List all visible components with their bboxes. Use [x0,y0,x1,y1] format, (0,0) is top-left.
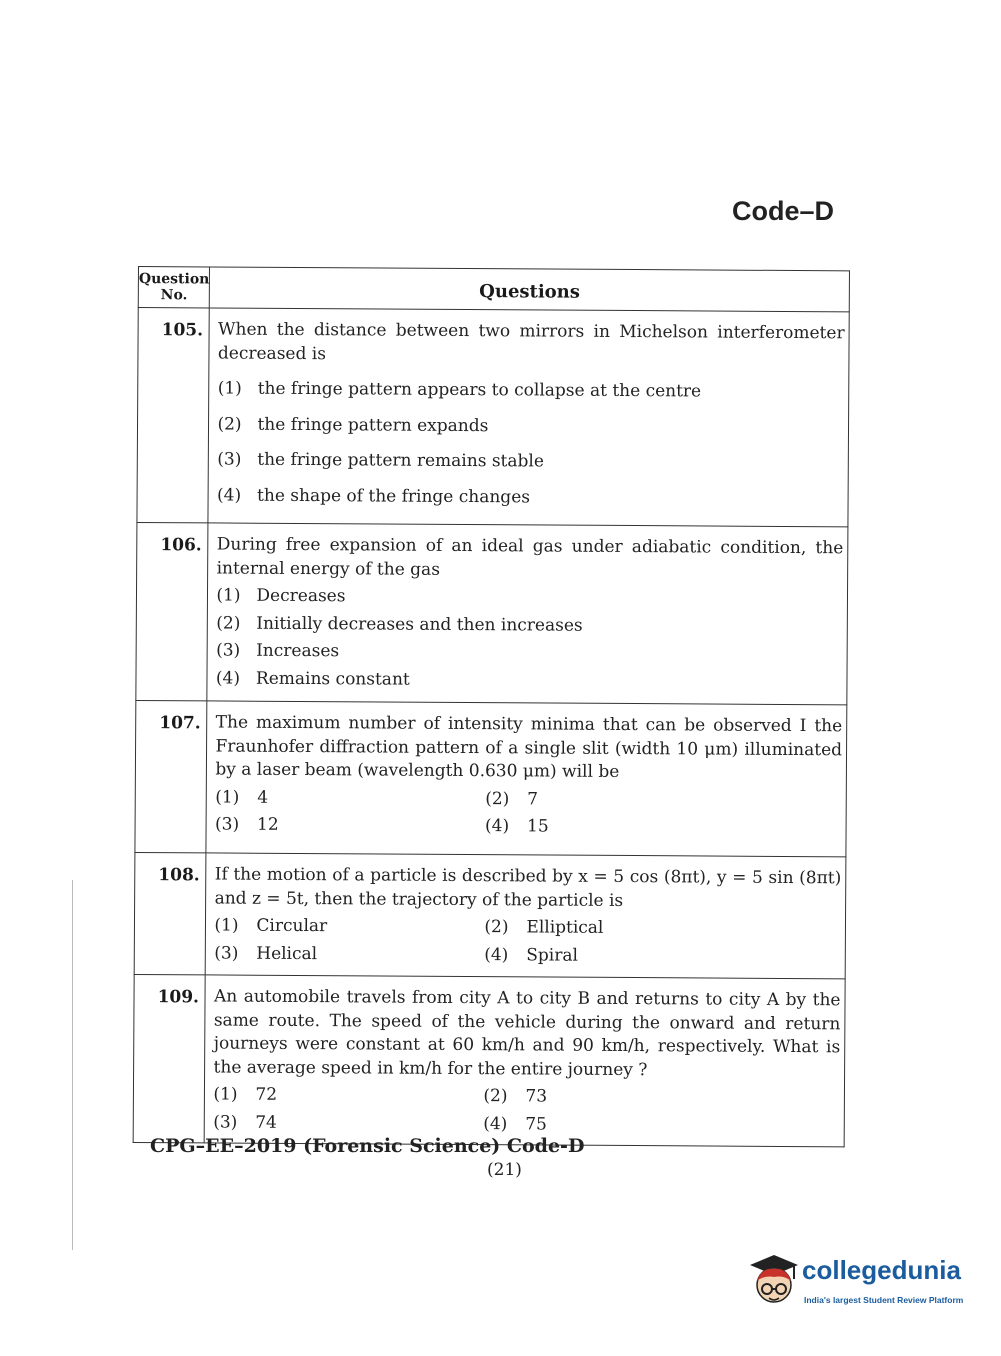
option: (2) Elliptical [484,917,604,938]
option: (2) Initially decreases and then increases [216,612,583,636]
option: (2) 7 [485,788,539,809]
header-questions: Questions [210,267,850,312]
option: (1) Decreases [216,585,346,607]
question-text: The maximum number of intensity minima that can be observed I the Fraunhofer diffraction pattern of a single slit (width 10 μm) illuminated by a laser beam (wavelength 0.630 μm) will be [215,712,843,782]
logo-tagline: India's largest Student Review Platform [804,1295,964,1305]
question-number: 105. [137,308,210,523]
question-row [137,308,849,527]
question-text: An automobile travels from city A to city B and returns to city A by the same route. The speed of the vehicle during the onward and return journeys were constant at 60 km/h and 90 km/h, respectively. What is the average speed in km/h for the entire journey ? [213,986,841,1080]
page-footer: CPG–EE–2019 (Forensic Science) Code-D [150,1135,585,1157]
page-number: (21) [487,1160,522,1180]
scan-margin-line [72,880,73,1250]
question-text: If the motion of a particle is described by x = 5 cos (8πt), y = 5 sin (8πt) and z = 5t, then the trajectory of the particle is [214,864,842,911]
collegedunia-logo [744,1251,974,1321]
question-number: 106. [136,522,209,700]
question-text: When the distance between two mirrors in Michelson interferometer decreased is [217,319,845,364]
option: (1) 72 [213,1084,278,1105]
option: (3) the fringe pattern remains stable [217,449,544,472]
option: (1) the fringe pattern appears to collapse at the centre [217,378,702,402]
option: (3) Helical [214,942,318,964]
option: (4) 15 [484,816,549,837]
question-row [133,974,845,1146]
question-row [134,852,846,978]
mascot-icon [744,1251,802,1313]
option: (3) 12 [214,814,279,835]
question-number: 108. [134,852,206,974]
logo-wordmark: collegedunia [802,1255,961,1285]
option: (2) the fringe pattern expands [217,413,489,436]
option: (1) 4 [215,786,269,808]
exam-code-label: Code–D [732,196,835,226]
option: (1) Circular [214,915,328,937]
question-row [136,522,848,704]
option: (3) 74 [213,1111,277,1133]
option: (4) the shape of the fringe changes [217,484,531,507]
option: (4) Spiral [484,944,578,966]
table-header [138,267,849,312]
question-row [135,700,847,856]
question-number: 109. [133,974,205,1142]
option: (4) Remains constant [215,667,410,690]
questions-table [133,266,850,1147]
option: (4) 75 [483,1113,547,1135]
header-question-no: Question No. [138,267,210,308]
option: (2) 73 [483,1086,548,1107]
option: (3) Increases [216,640,340,662]
question-number: 107. [135,700,207,852]
question-text: During free expansion of an ideal gas under adiabatic condition, the internal energy of the gas [216,534,844,580]
